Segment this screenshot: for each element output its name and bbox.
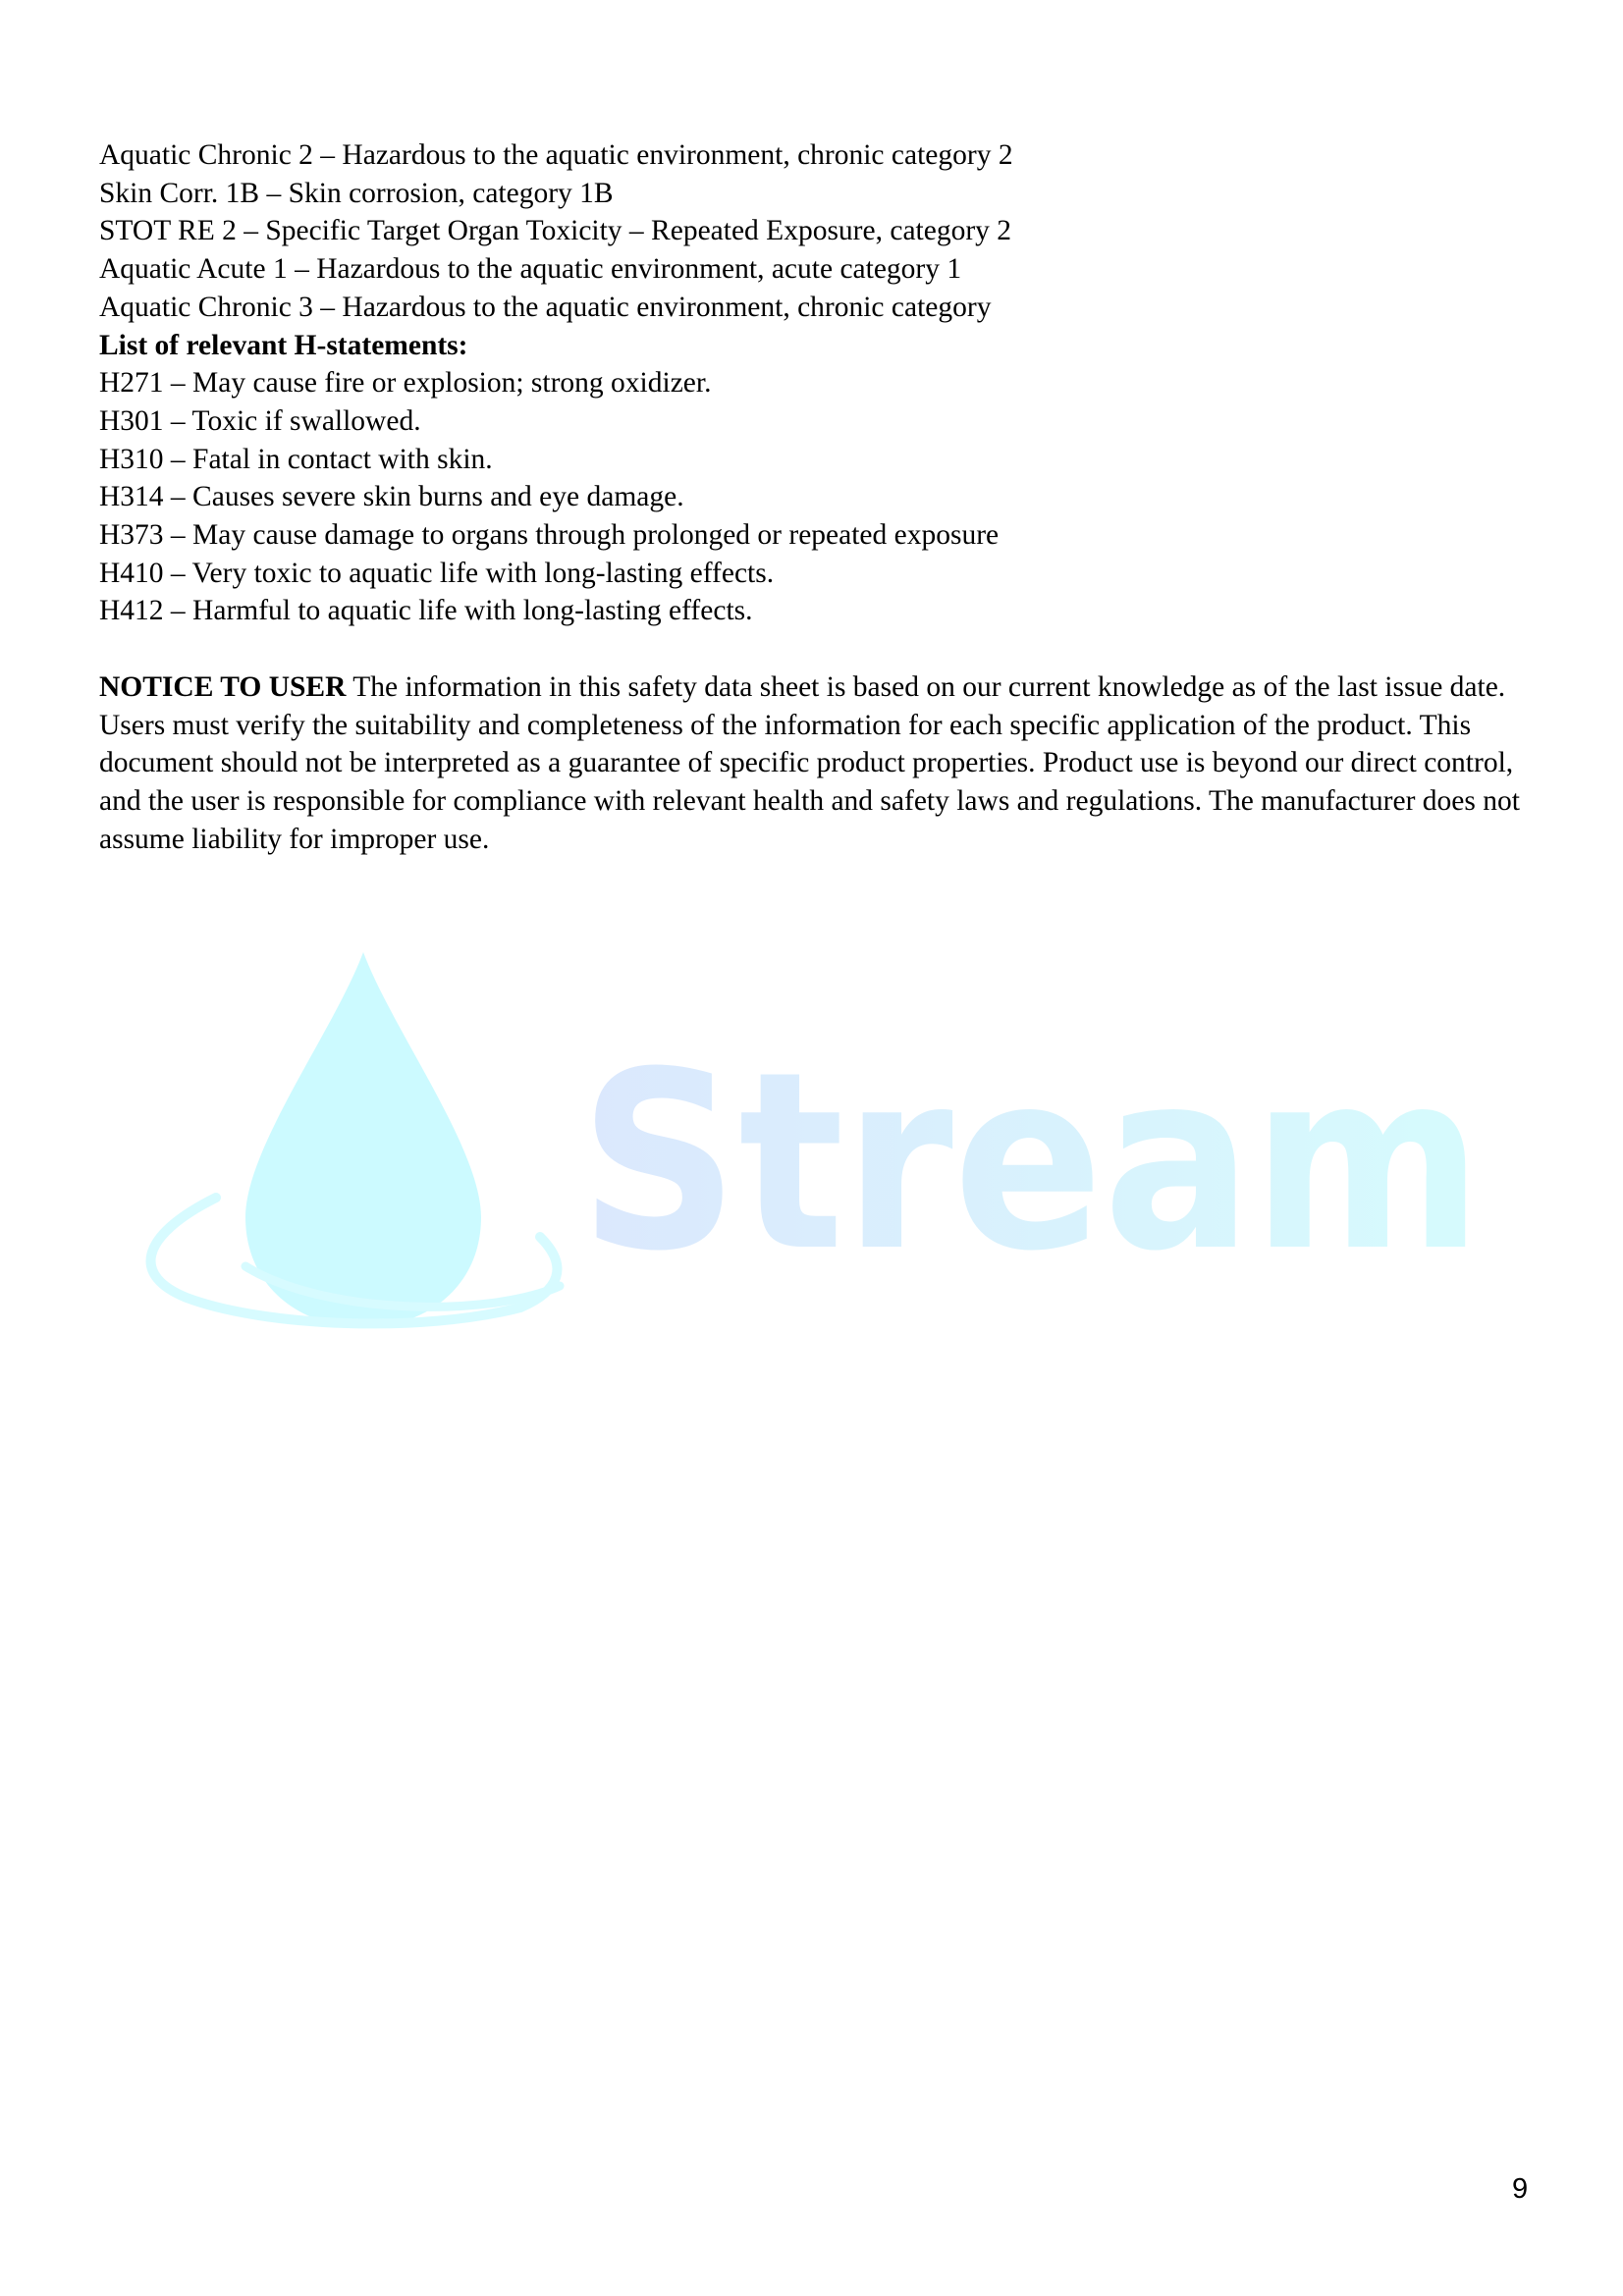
water-drop-icon: [151, 952, 560, 1327]
hazard-class-line: Skin Corr. 1B – Skin corrosion, category 1B: [99, 177, 614, 209]
hazard-class-line: STOT RE 2 – Specific Target Organ Toxicity – Repeated Exposure, category 2: [99, 215, 1012, 247]
hazard-class-line: Aquatic Chronic 2 – Hazardous to the aquatic environment, chronic category 2: [99, 139, 1013, 171]
document-body: [99, 136, 1552, 858]
notice-to-user-paragraph: [99, 668, 1533, 859]
h-statement-item: H271 – May cause fire or explosion; strong oxidizer.: [99, 367, 712, 400]
h-statement-item: H412 – Harmful to aquatic life with long-lasting effects.: [99, 595, 753, 627]
h-statement-item: H373 – May cause damage to organs through prolonged or repeated exposure: [99, 519, 1000, 552]
page-number: 9: [1512, 2173, 1529, 2205]
h-statement-item: H310 – Fatal in contact with skin.: [99, 443, 493, 475]
hazard-class-line: Aquatic Chronic 3 – Hazardous to the aquatic environment, chronic category: [99, 291, 992, 323]
notice-text: The information in this safety data sheet is based on our current knowledge as of the last issue date. Users must verify the suitability and completeness of the information for each specific application of the product. This document should not be interpreted as a guarantee of specific product properties. Product use is beyond our direct control, and the user is responsible for compliance with relevant health and safety laws and regulations. The manufacturer does not assume liability for improper use.: [99, 670, 1520, 855]
h-statements-heading: List of relevant H-statements:: [99, 329, 468, 361]
hazard-class-line: Aquatic Acute 1 – Hazardous to the aquatic environment, acute category 1: [99, 253, 962, 286]
notice-heading: NOTICE TO USER: [99, 670, 347, 703]
h-statement-item: H314 – Causes severe skin burns and eye damage.: [99, 481, 684, 513]
stream-watermark-logo: [128, 942, 1502, 1374]
watermark-logo-text: Stream: [579, 1019, 1483, 1305]
h-statement-item: H301 – Toxic if swallowed.: [99, 404, 421, 437]
h-statement-item: H410 – Very toxic to aquatic life with long-lasting effects.: [99, 557, 775, 589]
